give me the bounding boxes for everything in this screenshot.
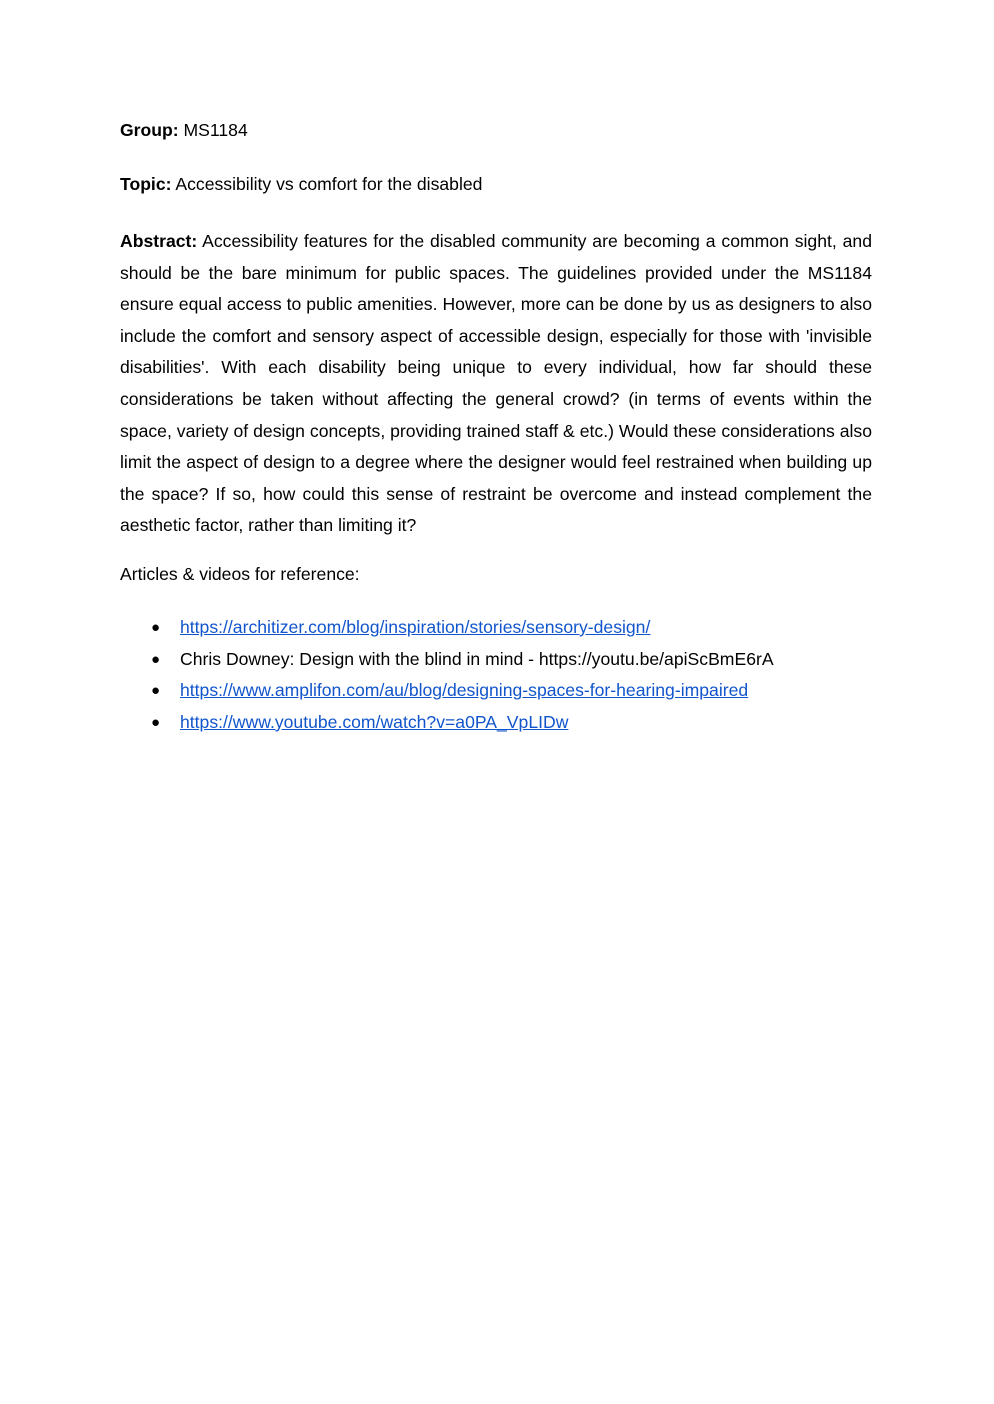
reference-link-youtube[interactable]: https://www.youtube.com/watch?v=a0PA_VpLIDw <box>180 711 569 732</box>
references-heading: Articles & videos for reference: <box>120 563 360 584</box>
group-line <box>120 118 872 142</box>
bullet-icon: ● <box>151 618 161 636</box>
reference-item <box>120 644 872 676</box>
topic-label: Topic: <box>120 174 172 194</box>
abstract-text: Accessibility features for the disabled community are becoming a common sight, and should be the bare minimum for public spaces. The guidelines provided under the MS1184 ensure equal access to public amenities. However, more can be done by us as designers to also include the comfort and sensory aspect of accessible design, especially for those with 'invisible disabilities'. With each disability being unique to every individual, how far should these considerations be taken without affecting the general crowd? (in terms of events within the space, variety of design concepts, providing trained staff & etc.) Would these considerations also limit the aspect of design to a degree where the designer would feel restrained when building up the space? If so, how could this sense of restraint be overcome and instead complement the aesthetic factor, rather than limiting it? <box>120 231 873 536</box>
references-list <box>120 612 872 738</box>
group-label: Group: <box>120 120 179 140</box>
bullet-icon: ● <box>151 682 161 700</box>
reference-link-architizer[interactable]: https://architizer.com/blog/inspiration/stories/sensory-design/ <box>180 616 651 637</box>
abstract-paragraph <box>120 226 872 542</box>
topic-value: Accessibility vs comfort for the disabled <box>175 174 483 194</box>
document-page <box>120 118 872 738</box>
reference-item <box>120 612 872 644</box>
reference-text-chris-downey: Chris Downey: Design with the blind in mind - https://youtu.be/apiScBmE6rA <box>180 648 774 669</box>
group-value: MS1184 <box>183 120 248 140</box>
topic-line <box>120 172 872 196</box>
reference-item <box>120 675 872 707</box>
reference-link-amplifon[interactable]: https://www.amplifon.com/au/blog/designing-spaces-for-hearing-impaired <box>180 680 749 701</box>
bullet-icon: ● <box>151 650 161 668</box>
bullet-icon: ● <box>151 713 161 731</box>
reference-item <box>120 707 872 739</box>
abstract-label: Abstract: <box>120 231 198 251</box>
